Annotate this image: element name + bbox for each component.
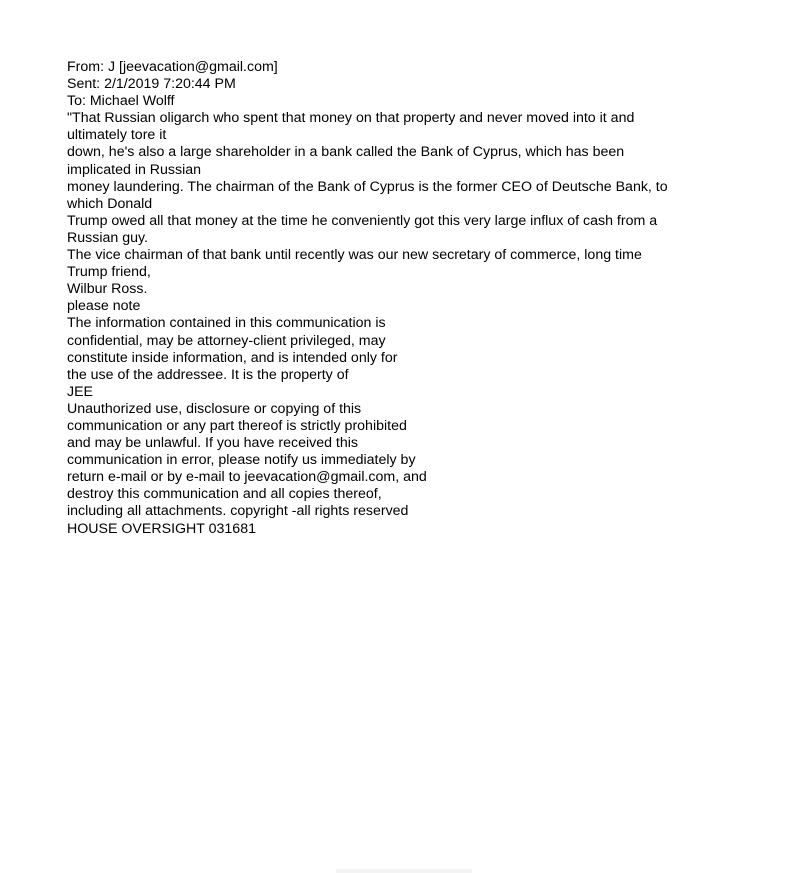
email-sent: Sent: 2/1/2019 7:20:44 PM — [67, 76, 236, 93]
body-line: implicated in Russian — [67, 161, 202, 178]
disclaimer-line: including all attachments. copyright -all rights reserved — [67, 503, 409, 520]
body-line: Russian guy. — [67, 229, 148, 246]
disclaimer-line: destroy this communication and all copies thereof, — [67, 486, 382, 503]
disclaimer-line: The information contained in this communication is — [67, 315, 386, 332]
disclaimer-line: communication or any part thereof is strictly prohibited — [67, 417, 407, 434]
body-line: ultimately tore it — [67, 127, 167, 144]
email-from: From: J [jeevacation@gmail.com] — [67, 59, 278, 75]
email-to: To: Michael Wolff — [67, 93, 175, 110]
body-line: "That Russian oligarch who spent that money on that property and never moved into it and — [67, 110, 635, 127]
disclaimer-line: the use of the addressee. It is the property of — [67, 366, 349, 383]
disclaimer-line: confidential, may be attorney-client privileged, may — [67, 332, 386, 349]
disclaimer-line: JEE — [67, 383, 94, 400]
body-line: down, he's also a large shareholder in a bank called the Bank of Cyprus, which has been — [67, 144, 625, 161]
email-document — [67, 59, 727, 538]
email-disclaimer — [67, 315, 727, 520]
body-line: The vice chairman of that bank until recently was our new secretary of commerce, long time — [67, 247, 642, 264]
disclaimer-line: communication in error, please notify us immediately by — [67, 452, 416, 469]
disclaimer-line: constitute inside information, and is intended only for — [67, 349, 398, 366]
body-line: money laundering. The chairman of the Bank of Cyprus is the former CEO of Deutsche Bank, to — [67, 178, 668, 195]
body-line: Trump friend, — [67, 264, 151, 281]
disclaimer-line: Unauthorized use, disclosure or copying of this — [67, 400, 362, 417]
disclaimer-line: and may be unlawful. If you have received this — [67, 435, 359, 452]
disclaimer-line: return e-mail or by e-mail to jeevacation@gmail.com, and — [67, 469, 427, 486]
body-line: Trump owed all that money at the time he conveniently got this very large influx of cash from a — [67, 212, 658, 229]
bates-stamp: HOUSE OVERSIGHT 031681 — [67, 520, 256, 537]
email-body — [67, 110, 727, 315]
page-edge-divider — [336, 869, 472, 873]
body-line: Wilbur Ross. — [67, 281, 148, 298]
body-line: please note — [67, 298, 141, 315]
body-line: which Donald — [67, 195, 153, 212]
